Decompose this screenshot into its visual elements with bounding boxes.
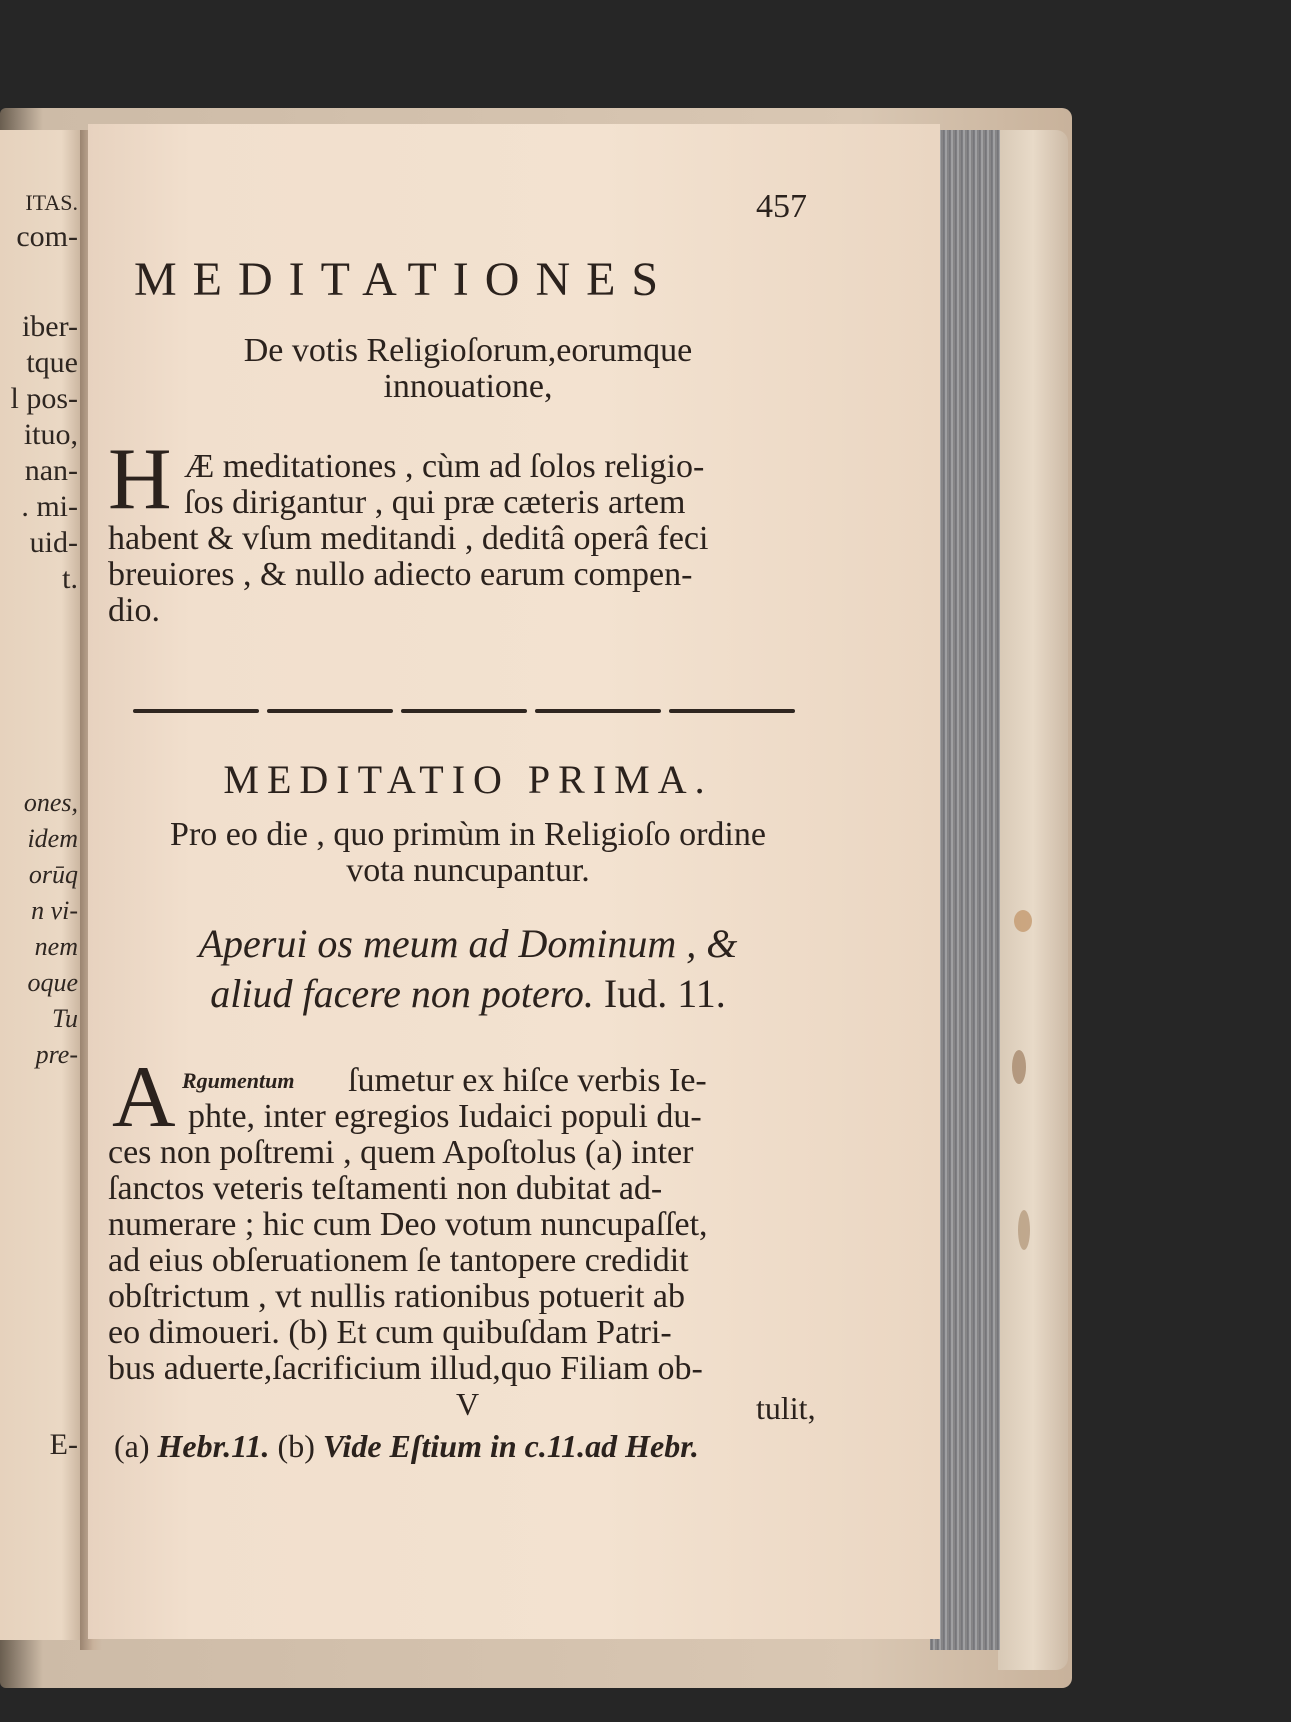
- book-page: [88, 124, 940, 1639]
- footnote-b-label: (b): [277, 1428, 315, 1464]
- rule-segment: [401, 709, 527, 713]
- left-fragment: com-: [16, 220, 78, 253]
- scripture-reference: Iud. 11.: [593, 971, 726, 1016]
- intro-line: breuiores , & nullo adiecto earum compen-: [108, 556, 693, 593]
- section-subtitle-line: Pro eo die , quo primùm in Religioſo ordine: [170, 816, 766, 853]
- left-fragment: tque: [26, 346, 78, 379]
- footnote-line: [114, 1430, 699, 1462]
- left-fragment: ituo,: [23, 418, 78, 451]
- first-word-smallcaps: Rgumentum: [182, 1068, 295, 1093]
- body-line: phte, inter egregios Iudaici populi du-: [188, 1098, 702, 1135]
- left-fragment: t.: [62, 562, 78, 595]
- rule-segment: [267, 709, 393, 713]
- rule-segment: [535, 709, 661, 713]
- left-fragment: n vi-: [31, 896, 78, 925]
- left-fragment: iber-: [21, 310, 78, 343]
- book-cover-edge: [998, 130, 1068, 1670]
- intro-line: ſos dirigantur , qui præ cæteris artem: [184, 484, 686, 521]
- catchword: tulit,: [756, 1390, 816, 1426]
- left-fragment: nem: [34, 932, 78, 961]
- left-fragment: E-: [49, 1428, 78, 1461]
- left-fragment: . mi-: [21, 490, 78, 523]
- stain: [1018, 1210, 1030, 1250]
- body-line: numerare ; hic cum Deo votum nuncupaſſet,: [108, 1206, 708, 1243]
- left-fragment: oque: [27, 968, 78, 997]
- subtitle-line: innouatione,: [383, 368, 553, 405]
- signature-mark: V: [456, 1386, 480, 1422]
- footnote-a-ref: Hebr.11.: [157, 1428, 270, 1464]
- drop-cap: H: [108, 431, 172, 528]
- rule-segment: [669, 709, 795, 713]
- left-facing-page: [0, 130, 88, 1640]
- drop-cap: A: [112, 1049, 176, 1146]
- stain: [1014, 910, 1032, 932]
- intro-line: habent & vſum meditandi , deditâ operâ feci: [108, 520, 709, 557]
- footnote-a-label: (a): [114, 1428, 150, 1464]
- section-title: MEDITATIO PRIMA.: [223, 757, 713, 802]
- body-line: ſanctos veteris teſtamenti non dubitat ad-: [108, 1170, 663, 1207]
- left-fragment: ITAS.: [25, 190, 78, 215]
- left-fragment: idem: [27, 824, 78, 853]
- intro-line: Æ meditationes , cùm ad ſolos religio-: [184, 448, 705, 485]
- body-line: ſumetur ex hiſce verbis Ie-: [348, 1062, 707, 1099]
- body-line: ad eius obſeruationem ſe tantopere credidit: [108, 1242, 689, 1279]
- left-fragment: ones,: [23, 788, 78, 817]
- body-line: eo dimoueri. (b) Et cum quibuſdam Patri-: [108, 1314, 672, 1351]
- left-fragment: l pos-: [10, 382, 78, 415]
- ornamental-rule: [133, 709, 795, 715]
- left-fragment: Tu: [51, 1004, 78, 1033]
- intro-line: dio.: [108, 592, 160, 629]
- footnote-b-ref: Vide Eſtium in c.11.ad Hebr.: [322, 1428, 699, 1464]
- left-fragment: nan-: [24, 454, 78, 487]
- left-fragment: uid-: [29, 526, 78, 559]
- body-line: ces non poſtremi , quem Apoſtolus (a) inter: [108, 1134, 694, 1171]
- rule-segment: [133, 709, 259, 713]
- scripture-quote-line: Aperui os meum ad Dominum , &: [198, 921, 738, 966]
- stain: [1012, 1050, 1026, 1084]
- section-subtitle-line: vota nuncupantur.: [346, 852, 590, 889]
- scripture-quote-line: [88, 971, 848, 1016]
- scripture-quote-text: aliud facere non potero.: [210, 971, 594, 1016]
- page-number: 457: [756, 188, 807, 225]
- left-fragment: pre-: [35, 1040, 78, 1069]
- left-fragment: orūq: [28, 860, 78, 889]
- subtitle-line: De votis Religioſorum,eorumque: [243, 332, 693, 369]
- body-line: obſtrictum , vt nullis rationibus potuerit ab: [108, 1278, 685, 1315]
- page-edges: [930, 130, 1000, 1650]
- page-title: MEDITATIONES: [134, 253, 675, 306]
- body-line: bus aduerte,ſacrificium illud,quo Filiam ob-: [108, 1350, 703, 1387]
